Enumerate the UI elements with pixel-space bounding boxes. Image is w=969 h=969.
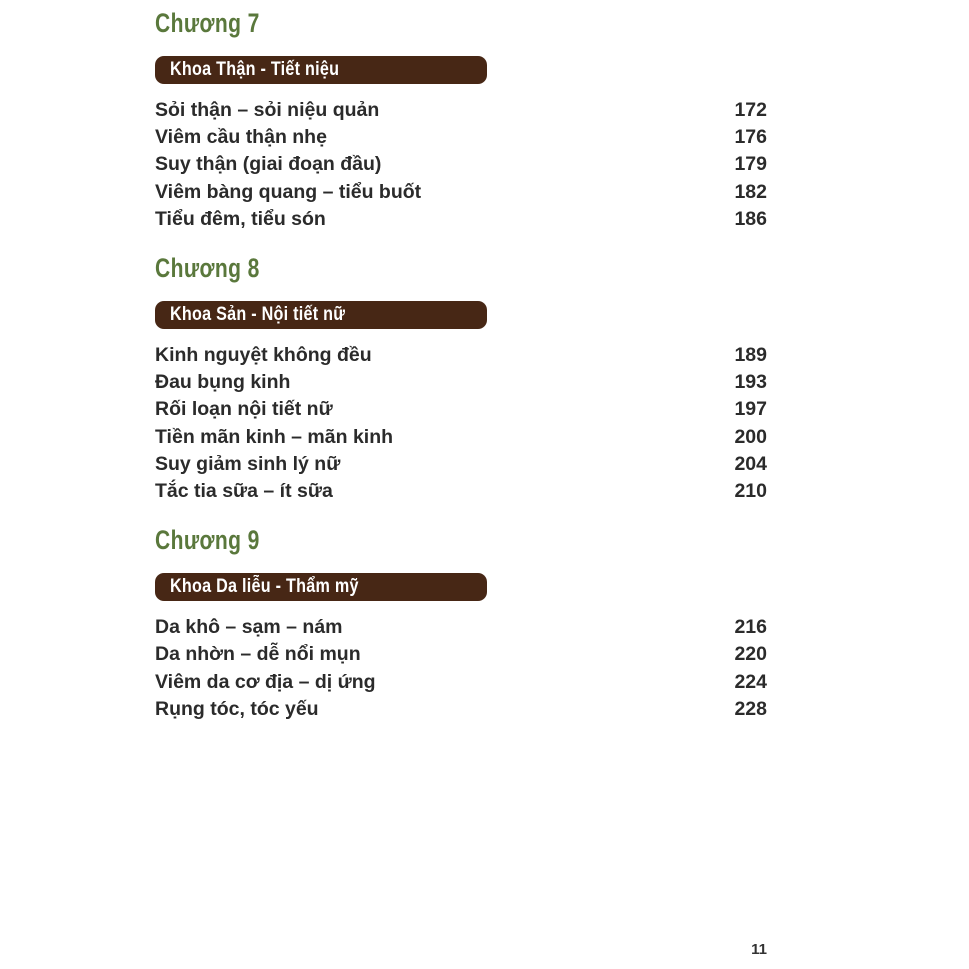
toc-entry xyxy=(155,669,767,696)
toc-entry xyxy=(155,179,767,206)
toc-entry-page: 224 xyxy=(734,670,767,693)
toc-list xyxy=(155,342,767,505)
toc-entry xyxy=(155,696,767,723)
toc-entry-label: Tiểu đêm, tiểu són xyxy=(155,207,326,230)
toc-entry-page: 182 xyxy=(734,180,767,203)
toc-list xyxy=(155,614,767,723)
category-banner-label: Khoa Thận - Tiết niệu xyxy=(170,59,340,80)
chapter-title xyxy=(155,10,767,36)
toc-entry-page: 189 xyxy=(734,344,767,367)
toc-entry-label: Sỏi thận – sỏi niệu quản xyxy=(155,99,380,121)
chapter-section xyxy=(155,10,767,233)
toc-entry-page: 228 xyxy=(734,697,767,720)
toc-entry xyxy=(155,396,767,423)
toc-entry xyxy=(155,151,767,178)
toc-entry xyxy=(155,97,767,124)
toc-entry xyxy=(155,342,767,369)
toc-entry-page: 172 xyxy=(734,99,767,121)
toc-entry-label: Rối loạn nội tiết nữ xyxy=(155,398,333,421)
toc-entry-label: Tiền mãn kinh – mãn kinh xyxy=(155,425,394,448)
toc-entry xyxy=(155,124,767,151)
toc-entry-label: Kinh nguyệt không đều xyxy=(155,344,372,367)
toc-entry-page: 176 xyxy=(734,126,767,149)
toc-entry-page: 179 xyxy=(734,153,767,176)
toc-entry-label: Viêm bàng quang – tiểu buốt xyxy=(155,180,422,203)
toc-entry-label: Viêm cầu thận nhẹ xyxy=(155,126,327,149)
toc-entry-label: Đau bụng kinh xyxy=(155,371,291,394)
toc-list xyxy=(155,97,767,233)
chapter-title-text: Chương 9 xyxy=(155,525,260,556)
page-number: 11 xyxy=(751,941,767,958)
toc-entry-label: Rụng tóc, tóc yếu xyxy=(155,697,319,720)
chapter-title-text: Chương 8 xyxy=(155,253,260,284)
toc-entry-page: 193 xyxy=(734,371,767,394)
toc-entry xyxy=(155,451,767,478)
toc-entry xyxy=(155,478,767,505)
toc-entry xyxy=(155,206,767,233)
chapter-section xyxy=(155,527,767,723)
toc-entry-page: 216 xyxy=(734,616,767,639)
toc-entry xyxy=(155,641,767,668)
chapter-section xyxy=(155,255,767,505)
toc-entry-label: Viêm da cơ địa – dị ứng xyxy=(155,670,376,693)
category-banner xyxy=(155,56,487,84)
toc-entry xyxy=(155,424,767,451)
toc-entry-page: 220 xyxy=(734,643,767,666)
toc-entry-page: 204 xyxy=(734,452,767,475)
toc-entry-label: Suy giảm sinh lý nữ xyxy=(155,452,341,475)
toc-entry-label: Tắc tia sữa – ít sữa xyxy=(155,480,333,503)
category-banner-label: Khoa Da liễu - Thẩm mỹ xyxy=(170,576,359,598)
toc-entry xyxy=(155,369,767,396)
chapter-title-text: Chương 7 xyxy=(155,8,260,38)
toc-entry-page: 200 xyxy=(734,425,767,448)
chapter-title xyxy=(155,253,767,284)
toc-entry-label: Da khô – sạm – nám xyxy=(155,616,343,639)
toc-entry-label: Suy thận (giai đoạn đầu) xyxy=(155,153,382,176)
category-banner xyxy=(155,573,487,601)
toc-entry xyxy=(155,614,767,641)
toc-entry-page: 210 xyxy=(734,480,767,503)
toc xyxy=(155,10,767,745)
toc-entry-page: 186 xyxy=(734,207,767,230)
toc-entry-page: 197 xyxy=(734,398,767,421)
toc-entry-label: Da nhờn – dễ nổi mụn xyxy=(155,643,361,666)
chapter-title xyxy=(155,525,767,556)
category-banner-label: Khoa Sản - Nội tiết nữ xyxy=(170,304,346,326)
category-banner xyxy=(155,301,487,329)
